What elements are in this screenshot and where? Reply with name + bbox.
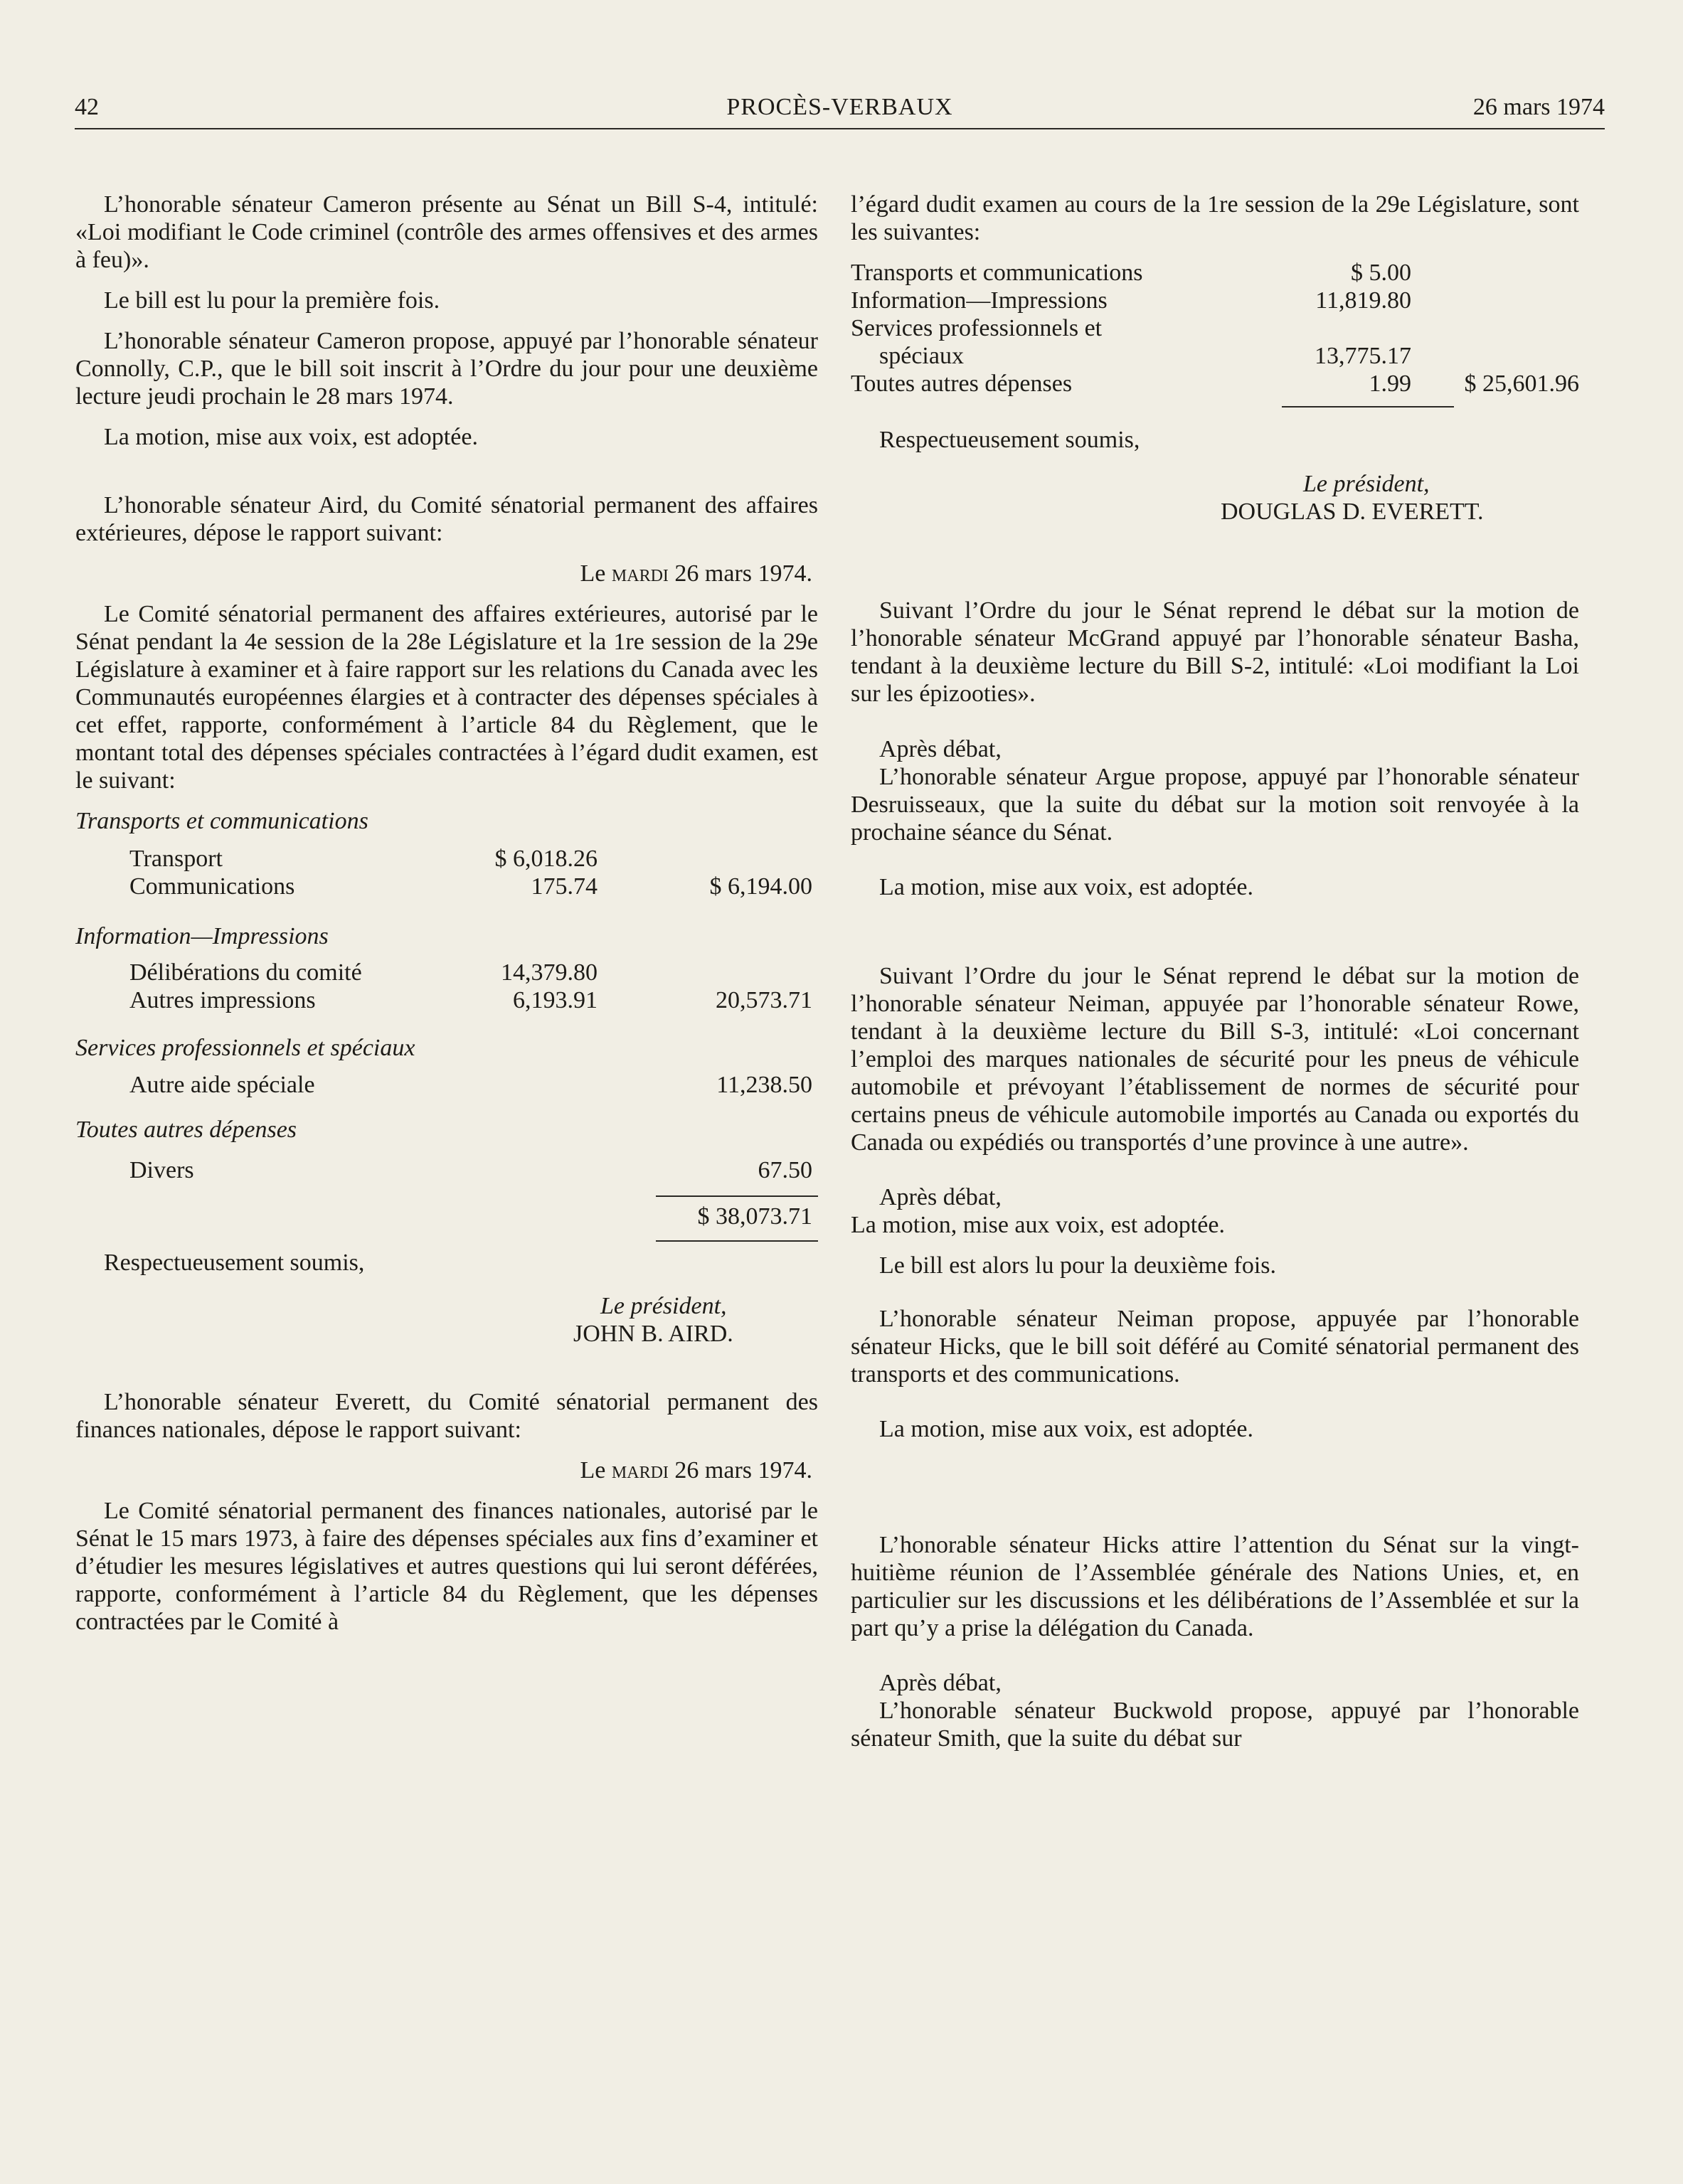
paragraph: La motion, mise aux voix, est adoptée. [879, 1416, 1253, 1442]
total-rule [1282, 406, 1454, 407]
expense-row: Autres impressions 6,193.91 20,573.71 [129, 987, 812, 1013]
paragraph: Après débat, [879, 1184, 1002, 1210]
report-date: Le mardi 26 mars 1974. [580, 560, 812, 587]
paragraph: La motion, mise aux voix, est adoptée. [104, 424, 478, 450]
paragraph: l’égard dudit examen au cours de la 1re session de la 29e Législature, sont les suivantes: [851, 191, 1579, 245]
paragraph: L’honorable sénateur Everett, du Comité sénatorial permanent des finances nationales, dépose le rapport suivant: [75, 1389, 818, 1443]
paragraph: L’honorable sénateur Cameron présente au Sénat un Bill S-4, intitulé: «Loi modifiant le Code criminel (contrôle des armes offensives et des armes à feu)». [75, 191, 818, 273]
total-row: $ 38,073.71 [697, 1203, 812, 1230]
paragraph: Après débat, [879, 1670, 1002, 1696]
expense-row: Toutes autres dépenses 1.99 $ 25,601.96 [851, 371, 1579, 397]
paragraph: La motion, mise aux voix, est adoptée. [851, 1212, 1225, 1238]
signature-title: Le président, [600, 1293, 727, 1319]
left-column [75, 191, 818, 1636]
expense-row: Communications 175.74 $ 6,194.00 [129, 873, 812, 900]
closing: Respectueusement soumis, [104, 1250, 365, 1276]
paragraph: L’honorable sénateur Hicks attire l’attention du Sénat sur la vingt-huitième réunion de l’Assemblée générale des Nations Unies, et, en particulier sur les discussions et les délibérations de l’Assemblée et sur la part qu’y a prise la délégation du Canada. [851, 1532, 1579, 1641]
page-number: 42 [75, 94, 99, 120]
total-rule [656, 1195, 818, 1197]
paragraph: Le bill est alors lu pour la deuxième fois. [879, 1252, 1277, 1279]
paragraph: Le Comité sénatorial permanent des affaires extérieures, autorisé par le Sénat pendant la 4e session de la 28e Législature et la 1re session de la 29e Législature à examiner et à faire rapport sur les relations du Canada avec les Communautés européennes élargies et à contracter des dépenses spéciales à cet effet, rapporte, conformément à l’article 84 du Règlement, que le montant total des dépenses spéciales contractées à l’égard dudit examen, est le suivant: [75, 601, 818, 794]
expense-row: Transports et communications $ 5.00 [851, 260, 1411, 286]
report-date: Le mardi 26 mars 1974. [580, 1457, 812, 1483]
expense-category: Toutes autres dépenses [75, 1117, 297, 1143]
paragraph: L’honorable sénateur Argue propose, appuyé par l’honorable sénateur Desruisseaux, que la suite du débat sur la motion soit renvoyée à la prochaine séance du Sénat. [851, 764, 1579, 846]
paragraph: L’honorable sénateur Cameron propose, appuyé par l’honorable sénateur Connolly, C.P., que le bill soit inscrit à l’Ordre du jour pour une deuxième lecture jeudi prochain le 28 mars 1974. [75, 328, 818, 410]
expense-row: Autre aide spéciale 11,238.50 [129, 1072, 812, 1098]
paragraph: Le bill est lu pour la première fois. [104, 287, 440, 314]
expense-row: Transport $ 6,018.26 [129, 846, 598, 872]
paragraph: L’honorable sénateur Aird, du Comité sénatorial permanent des affaires extérieures, dépose le rapport suivant: [75, 492, 818, 546]
expense-row: Information—Impressions 11,819.80 [851, 287, 1411, 314]
paragraph: Après débat, [879, 736, 1002, 762]
paragraph: L’honorable sénateur Buckwold propose, appuyé par l’honorable sénateur Smith, que la suite du débat sur [851, 1698, 1579, 1752]
header-rule [75, 128, 1605, 129]
expense-category: Transports et communications [75, 808, 368, 834]
header-date: 26 mars 1974 [1472, 94, 1605, 120]
signature-name: JOHN B. AIRD. [573, 1321, 733, 1347]
paragraph: Suivant l’Ordre du jour le Sénat reprend le débat sur la motion de l’honorable sénateur McGrand appuyé par l’honorable sénateur Basha, tendant à la deuxième lecture du Bill S-2, intitulé: «Loi modifiant la Loi sur les épizooties». [851, 597, 1579, 707]
expense-row: Divers 67.50 [129, 1157, 812, 1183]
signature-name: DOUGLAS D. EVERETT. [1221, 499, 1484, 525]
expense-row: Services professionnels et [851, 315, 1103, 341]
total-rule [656, 1240, 818, 1242]
paragraph: Suivant l’Ordre du jour le Sénat reprend le débat sur la motion de l’honorable sénateur Neiman, appuyée par l’honorable sénateur Rowe, tendant à la deuxième lecture du Bill S-3, intitulé: «Loi concernant l’emploi des marques nationales de sécurité pour les pneus de véhicule automobile et prévoyant l’établissement de normes de sécurité pour certains pneus de véhicule automobile importés au Canada ou exportés du Canada ou expédiés ou transportés d’une province à une autre». [851, 963, 1579, 1156]
paragraph: La motion, mise aux voix, est adoptée. [879, 874, 1253, 900]
expense-row: Délibérations du comité 14,379.80 [129, 959, 598, 986]
expense-category: Information—Impressions [75, 923, 329, 949]
signature-title: Le président, [1303, 471, 1430, 497]
paragraph: L’honorable sénateur Neiman propose, appuyée par l’honorable sénateur Hicks, que le bill soit déféré au Comité sénatorial permanent des transports et des communications. [851, 1306, 1579, 1387]
page-title: PROCÈS-VERBAUX [726, 94, 953, 120]
page-header [75, 94, 1605, 129]
expense-row: spéciaux 13,775.17 [879, 343, 1411, 369]
paragraph: Le Comité sénatorial permanent des finances nationales, autorisé par le Sénat le 15 mars 1973, à faire des dépenses spéciales aux fins d’examiner et d’étudier les mesures législatives et autres questions qui lui seront déférées, rapporte, conformément à l’article 84 du Règlement, que les dépenses contractées par le Comité à [75, 1498, 818, 1635]
right-column [851, 191, 1579, 1752]
expense-category: Services professionnels et spéciaux [75, 1035, 415, 1061]
closing: Respectueusement soumis, [879, 427, 1140, 453]
